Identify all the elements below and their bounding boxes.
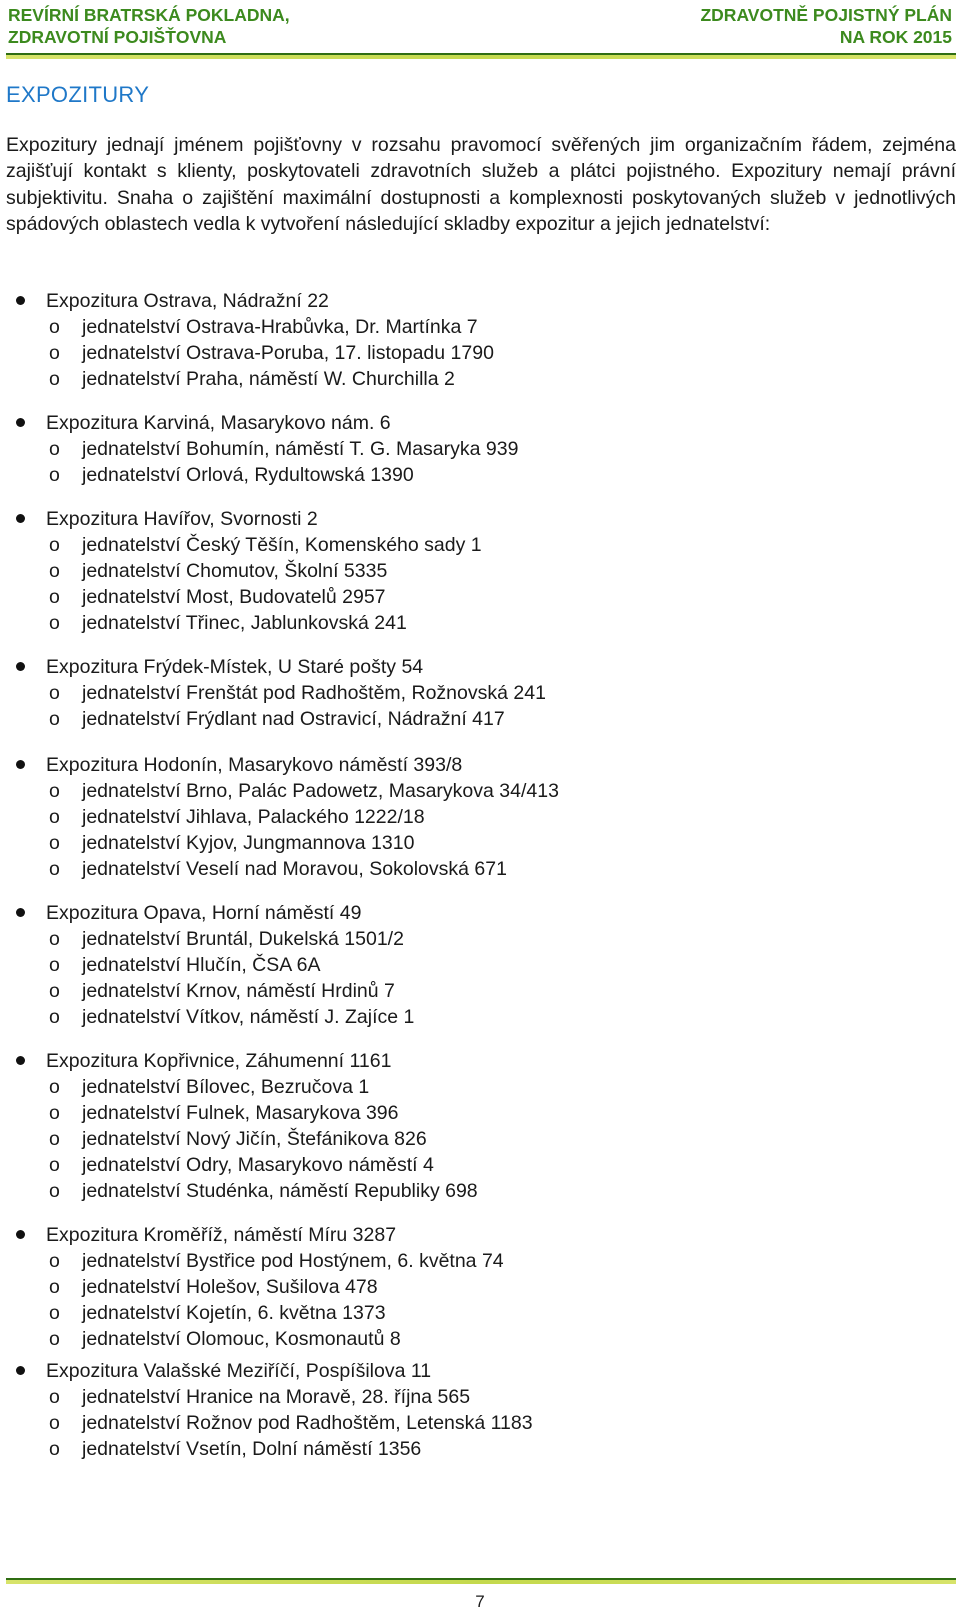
expozitura-label: Expozitura Kroměříž, náměstí Míru 3287 [46,1224,397,1246]
jednatelstvi-label: jednatelství Krnov, náměstí Hrdinů 7 [82,980,395,1002]
jednatelstvi-label: jednatelství Studénka, náměstí Republiky 698 [82,1180,478,1202]
jednatelstvi-item [6,856,956,882]
jednatelstvi-label: jednatelství Hlučín, ČSA 6A [82,954,321,976]
bullet-icon [16,760,25,769]
sub-bullet-icon: o [49,1128,60,1150]
expozitura-label: Expozitura Ostrava, Nádražní 22 [46,290,329,312]
expozitura-item [6,1048,956,1074]
section-title: EXPOZITURY [6,82,150,107]
jednatelstvi-label: jednatelství Praha, náměstí W. Churchilla 2 [82,368,455,390]
jednatelstvi-label: jednatelství Most, Budovatelů 2957 [82,586,386,608]
sub-bullet-icon: o [49,316,60,338]
jednatelstvi-item [6,1384,956,1410]
bullet-icon [16,514,25,523]
jednatelstvi-item [6,532,956,558]
expozitura-group [6,1358,956,1462]
expozitura-label: Expozitura Opava, Horní náměstí 49 [46,902,362,924]
jednatelstvi-label: jednatelství Jihlava, Palackého 1222/18 [82,806,425,828]
jednatelstvi-item [6,804,956,830]
jednatelstvi-item [6,1326,956,1352]
jednatelstvi-label: jednatelství Ostrava-Poruba, 17. listopadu 1790 [82,342,494,364]
jednatelstvi-item [6,314,956,340]
footer-divider [6,1578,956,1584]
expozitura-label: Expozitura Karviná, Masarykovo nám. 6 [46,412,391,434]
sub-bullet-icon: o [49,928,60,950]
sub-bullet-icon: o [49,1006,60,1028]
jednatelstvi-label: jednatelství Kyjov, Jungmannova 1310 [82,832,415,854]
header-doc-line1: ZDRAVOTNĚ POJISTNÝ PLÁN [700,5,952,25]
expozitura-label: Expozitura Frýdek-Místek, U Staré pošty 54 [46,656,424,678]
sub-bullet-icon: o [49,1412,60,1434]
expozitura-group [6,752,956,882]
jednatelstvi-label: jednatelství Bruntál, Dukelská 1501/2 [82,928,404,950]
sub-bullet-icon: o [49,368,60,390]
jednatelstvi-item [6,366,956,392]
jednatelstvi-item [6,1178,956,1204]
bullet-icon [16,418,25,427]
jednatelstvi-label: jednatelství Třinec, Jablunkovská 241 [82,612,407,634]
jednatelstvi-label: jednatelství Frýdlant nad Ostravicí, Nádražní 417 [82,708,505,730]
jednatelstvi-item [6,1248,956,1274]
sub-bullet-icon: o [49,832,60,854]
jednatelstvi-item [6,830,956,856]
expozitura-item [6,654,956,680]
jednatelstvi-item [6,1126,956,1152]
jednatelstvi-item [6,978,956,1004]
sub-bullet-icon: o [49,1302,60,1324]
sub-bullet-icon: o [49,1276,60,1298]
jednatelstvi-label: jednatelství Olomouc, Kosmonautů 8 [82,1328,401,1350]
jednatelstvi-item [6,584,956,610]
expozitura-label: Expozitura Kopřivnice, Záhumenní 1161 [46,1050,392,1072]
bullet-icon [16,296,25,305]
sub-bullet-icon: o [49,1328,60,1350]
expozitura-item [6,900,956,926]
expozitura-label: Expozitura Valašské Meziříčí, Pospíšilova 11 [46,1360,432,1382]
jednatelstvi-label: jednatelství Bohumín, náměstí T. G. Masaryka 939 [82,438,519,460]
expozitura-group [6,1048,956,1204]
jednatelstvi-label: jednatelství Nový Jičín, Štefánikova 826 [82,1128,427,1150]
sub-bullet-icon: o [49,586,60,608]
sub-bullet-icon: o [49,1154,60,1176]
jednatelstvi-label: jednatelství Brno, Palác Padowetz, Masarykova 34/413 [82,780,559,802]
sub-bullet-icon: o [49,858,60,880]
header-org-line1: REVÍRNÍ BRATRSKÁ POKLADNA, [8,5,290,25]
jednatelstvi-label: jednatelství Vítkov, náměstí J. Zajíce 1 [82,1006,415,1028]
jednatelstvi-label: jednatelství Bílovec, Bezručova 1 [82,1076,370,1098]
bullet-icon [16,1056,25,1065]
jednatelstvi-label: jednatelství Chomutov, Školní 5335 [82,560,388,582]
jednatelstvi-item [6,952,956,978]
jednatelstvi-label: jednatelství Český Těšín, Komenského sady 1 [82,534,482,556]
jednatelstvi-label: jednatelství Frenštát pod Radhoštěm, Rožnovská 241 [82,682,546,704]
expozitura-label: Expozitura Hodonín, Masarykovo náměstí 393/8 [46,754,463,776]
expozitura-item [6,506,956,532]
sub-bullet-icon: o [49,954,60,976]
expozitura-group [6,1222,956,1352]
sub-bullet-icon: o [49,1250,60,1272]
jednatelstvi-item [6,1152,956,1178]
bullet-icon [16,1230,25,1239]
sub-bullet-icon: o [49,342,60,364]
header-divider [6,53,956,59]
expozitura-group [6,900,956,1030]
sub-bullet-icon: o [49,1076,60,1098]
jednatelstvi-label: jednatelství Fulnek, Masarykova 396 [82,1102,399,1124]
jednatelstvi-item [6,1274,956,1300]
sub-bullet-icon: o [49,1102,60,1124]
sub-bullet-icon: o [49,780,60,802]
sub-bullet-icon: o [49,612,60,634]
expozitura-group [6,410,956,488]
intro-paragraph: Expozitury jednají jménem pojišťovny v rozsahu pravomocí svěřených jim organizačním řádem, zejména zajišťují kontakt s klienty, poskytovateli zdravotních služeb a plátci pojistného. Expozitury nemají právní subjektivitu. Snaha o zajištění maximální dostupnosti a komplexnosti poskytovaných služeb v jednotlivých spádových oblastech vedla k vytvoření následující skladby expozitur a jejich jednatelství: [6,134,956,236]
jednatelstvi-item [6,462,956,488]
jednatelstvi-label: jednatelství Bystřice pod Hostýnem, 6. května 74 [82,1250,504,1272]
bullet-icon [16,662,25,671]
jednatelstvi-label: jednatelství Kojetín, 6. května 1373 [82,1302,386,1324]
sub-bullet-icon: o [49,806,60,828]
jednatelstvi-item [6,1300,956,1326]
jednatelstvi-label: jednatelství Orlová, Rydultowská 1390 [82,464,414,486]
jednatelstvi-item [6,1004,956,1030]
header-document-title [700,4,952,48]
jednatelstvi-label: jednatelství Holešov, Sušilova 478 [82,1276,378,1298]
jednatelstvi-label: jednatelství Ostrava-Hrabůvka, Dr. Martínka 7 [82,316,478,338]
expozitura-item [6,1358,956,1384]
sub-bullet-icon: o [49,1386,60,1408]
bullet-icon [16,908,25,917]
jednatelstvi-label: jednatelství Vsetín, Dolní náměstí 1356 [82,1438,422,1460]
jednatelstvi-item [6,706,956,732]
sub-bullet-icon: o [49,708,60,730]
jednatelstvi-item [6,680,956,706]
jednatelstvi-item [6,558,956,584]
jednatelstvi-label: jednatelství Hranice na Moravě, 28. října 565 [82,1386,471,1408]
header-organization [8,4,290,48]
sub-bullet-icon: o [49,464,60,486]
jednatelstvi-item [6,436,956,462]
header-org-line2: ZDRAVOTNÍ POJIŠŤOVNA [8,27,227,47]
jednatelstvi-item [6,1074,956,1100]
bullet-icon [16,1366,25,1375]
expozitura-item [6,288,956,314]
jednatelstvi-item [6,610,956,636]
expozitura-group [6,288,956,392]
expozitura-label: Expozitura Havířov, Svornosti 2 [46,508,318,530]
jednatelstvi-item [6,1410,956,1436]
expozitura-group [6,506,956,636]
page-header [0,0,960,56]
jednatelstvi-label: jednatelství Rožnov pod Radhoštěm, Letenská 1183 [82,1412,533,1434]
expozitura-group [6,654,956,732]
jednatelstvi-label: jednatelství Odry, Masarykovo náměstí 4 [82,1154,434,1176]
expozitura-item [6,752,956,778]
sub-bullet-icon: o [49,682,60,704]
jednatelstvi-item [6,1436,956,1462]
sub-bullet-icon: o [49,1438,60,1460]
jednatelstvi-item [6,1100,956,1126]
sub-bullet-icon: o [49,1180,60,1202]
expozitura-item [6,410,956,436]
sub-bullet-icon: o [49,534,60,556]
sub-bullet-icon: o [49,438,60,460]
header-doc-line2: NA ROK 2015 [839,27,952,47]
expozitura-item [6,1222,956,1248]
sub-bullet-icon: o [49,980,60,1002]
sub-bullet-icon: o [49,560,60,582]
jednatelstvi-item [6,778,956,804]
jednatelstvi-label: jednatelství Veselí nad Moravou, Sokolovská 671 [82,858,507,880]
page-number: 7 [475,1592,485,1611]
jednatelstvi-item [6,340,956,366]
jednatelstvi-item [6,926,956,952]
